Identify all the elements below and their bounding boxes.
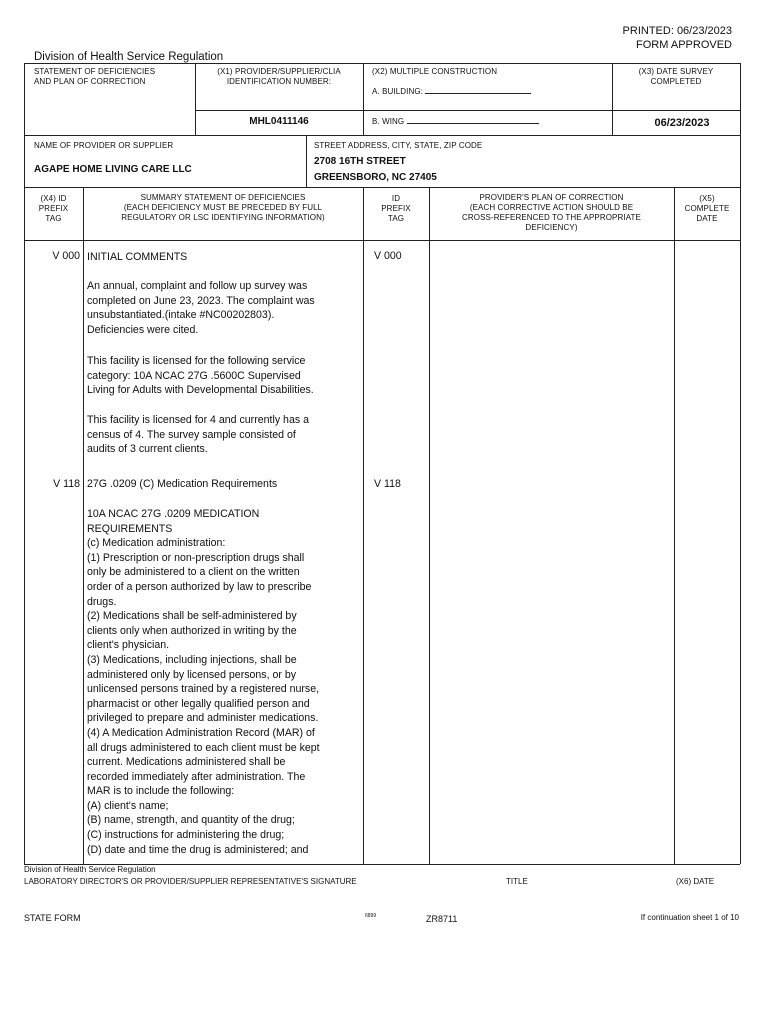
plan-header: PROVIDER'S PLAN OF CORRECTION (EACH CORRECTIVE ACTION SHOULD BE CROSS-REFERENCED TO THE APPROPRIATE DEFICIENCY) — [462, 193, 641, 232]
id-prefix-tag: V 000 — [374, 250, 402, 262]
entry-paragraph: An annual, complaint and follow up survey was completed on June 23, 2023. The complaint was unsubstantiated.(intake #NC00202803). Deficiencies were cited. — [87, 280, 315, 336]
agency-name: Division of Health Service Regulation — [34, 51, 224, 63]
id-prefix-tag: V 118 — [374, 478, 401, 490]
x1-label: (X1) PROVIDER/SUPPLIER/CLIA IDENTIFICATION NUMBER: — [217, 67, 341, 86]
entry-title: 27G .0209 (C) Medication Requirements — [87, 478, 278, 490]
wing-field: B. WING — [372, 114, 539, 127]
state-form-label: STATE FORM — [24, 913, 81, 923]
survey-date-label: (X3) DATE SURVEY COMPLETED — [638, 67, 714, 86]
entry-title: INITIAL COMMENTS — [87, 251, 188, 263]
footer-agency: Division of Health Service Regulation — [24, 865, 156, 874]
prefix-tag: V 000 — [52, 250, 80, 262]
signature-label: LABORATORY DIRECTOR'S OR PROVIDER/SUPPLIER REPRESENTATIVE'S SIGNATURE — [24, 877, 357, 886]
street-address: 2708 16TH STREET — [314, 156, 406, 167]
prefix-tag: V 118 — [53, 478, 80, 490]
x4-prefix-header: (X4) ID PREFIX TAG — [38, 194, 69, 223]
multiple-construction-label: (X2) MULTIPLE CONSTRUCTION — [372, 67, 498, 76]
statement-label: STATEMENT OF DEFICIENCIES AND PLAN OF CORRECTION — [34, 67, 156, 86]
signature-date-label: (X6) DATE — [676, 877, 715, 886]
provider-name-label: NAME OF PROVIDER OR SUPPLIER — [34, 141, 174, 150]
complete-date-header: (X5) COMPLETE DATE — [684, 194, 730, 223]
city-state-zip: GREENSBORO, NC 27405 — [314, 172, 437, 183]
continuation-sheet: If continuation sheet 1 of 10 — [640, 913, 739, 922]
entry-paragraph: 10A NCAC 27G .0209 MEDICATION REQUIREMENTS (c) Medication administration: (1) Prescription or non-prescription drugs shall only be administered to a client on the written order of a person authorized by law to prescribe drugs. (2) Medications shall be self-administered by clients only when authorized in writing by the client's physician. (3) Medications, including injections, shall be administered only by licensed persons, or by unlicensed persons trained by a registered nurse, pharmacist or other legally qualified person and privileged to prepare and administer medications. (4) A Medication Administration Record (MAR) of all drugs administered to each client must be kept current. Medications administered shall be recorded immediately after administration. The MAR is to include the following: (A) client's name; (B) name, strength, and quantity of the drug; (C) instructions for administering the drug; (D) date and time the drug is administered; and — [87, 508, 320, 856]
provider-name: AGAPE HOME LIVING CARE LLC — [34, 164, 192, 175]
entry-paragraph: This facility is licensed for the following service category: 10A NCAC 27G .5600C Supervised Living for Adults with Developmental Disabilities. — [87, 355, 314, 397]
summary-header: SUMMARY STATEMENT OF DEFICIENCIES (EACH DEFICIENCY MUST BE PRECEDED BY FULL REGULATORY OR LSC IDENTIFYING INFORMATION) — [121, 193, 325, 222]
survey-date-value: 06/23/2023 — [654, 117, 710, 129]
title-label: TITLE — [506, 877, 528, 886]
form-approved: FORM APPROVED — [636, 39, 732, 51]
form-code: 6899 — [365, 913, 377, 919]
provider-id-number: MHL0411146 — [249, 116, 309, 127]
event-id: ZR8711 — [426, 914, 458, 924]
entry-paragraph: This facility is licensed for 4 and currently has a census of 4. The survey sample consisted of audits of 3 current clients. — [87, 414, 309, 456]
id-prefix-header: ID PREFIX TAG — [381, 194, 411, 223]
address-label: STREET ADDRESS, CITY, STATE, ZIP CODE — [314, 141, 483, 150]
building-field: A. BUILDING: — [372, 84, 531, 97]
printed-date: PRINTED: 06/23/2023 — [622, 25, 732, 37]
